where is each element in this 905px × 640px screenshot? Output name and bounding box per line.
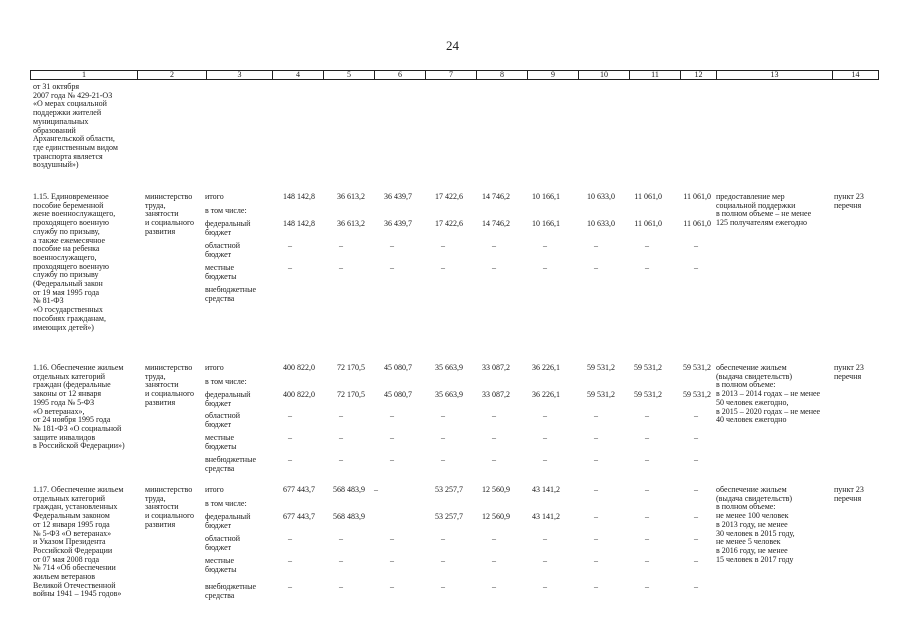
- funding-value: 11 061,0: [683, 219, 711, 228]
- funding-value: –: [594, 411, 598, 420]
- funding-value: 11 061,0: [634, 219, 662, 228]
- header-col-9: 9: [551, 70, 555, 79]
- funding-value: –: [492, 534, 496, 543]
- funding-value: –: [288, 455, 292, 464]
- funding-value: –: [543, 455, 547, 464]
- funding-label: внебюджетные средства: [205, 455, 256, 473]
- funding-value: –: [288, 241, 292, 250]
- funding-value: –: [594, 534, 598, 543]
- funding-value: 59 531,2: [587, 390, 615, 399]
- funding-value: –: [645, 433, 649, 442]
- funding-value: 11 061,0: [634, 192, 662, 201]
- page-number: 24: [446, 38, 459, 53]
- funding-value: –: [339, 582, 343, 591]
- funding-value: –: [594, 433, 598, 442]
- funding-value: –: [390, 534, 394, 543]
- funding-value: 35 663,9: [435, 390, 463, 399]
- funding-value: –: [390, 433, 394, 442]
- funding-value: –: [543, 582, 547, 591]
- funding-value: 148 142,8: [283, 219, 315, 228]
- funding-value: –: [441, 263, 445, 272]
- funding-value: –: [374, 485, 378, 494]
- funding-value: –: [594, 556, 598, 565]
- funding-value: 14 746,2: [482, 192, 510, 201]
- funding-value: 45 080,7: [384, 363, 412, 372]
- funding-value: –: [339, 455, 343, 464]
- funding-value: –: [339, 263, 343, 272]
- header-col-4: 4: [296, 70, 300, 79]
- funding-value: –: [288, 582, 292, 591]
- responsible-executor: министерство труда, занятости и социального развития: [145, 485, 195, 529]
- funding-value: 36 439,7: [384, 192, 412, 201]
- funding-value: –: [492, 556, 496, 565]
- measure-description: 1.16. Обеспечение жильем отдельных категорий граждан (федеральные законы от 12 января 1995 года № 5-ФЗ «О ветеранах», от 24 ноября 1995 года № 181-ФЗ «О социальной защите инвалидов в Российской Федерации»): [33, 363, 125, 451]
- funding-label: итого: [205, 192, 224, 201]
- funding-value: –: [645, 556, 649, 565]
- funding-label: местные бюджеты: [205, 433, 237, 451]
- funding-value: –: [694, 433, 698, 442]
- funding-value: 72 170,5: [337, 390, 365, 399]
- funding-value: –: [492, 411, 496, 420]
- basis-reference: пункт 23 перечня: [834, 192, 864, 210]
- funding-value: –: [543, 433, 547, 442]
- funding-value: 12 560,9: [482, 485, 510, 494]
- responsible-executor: министерство труда, занятости и социального развития: [145, 192, 195, 236]
- funding-value: –: [288, 534, 292, 543]
- funding-value: –: [645, 241, 649, 250]
- funding-value: –: [694, 582, 698, 591]
- funding-value: –: [492, 433, 496, 442]
- funding-value: –: [441, 582, 445, 591]
- funding-value: –: [694, 241, 698, 250]
- funding-value: –: [645, 263, 649, 272]
- basis-reference: пункт 23 перечня: [834, 363, 864, 381]
- funding-value: 14 746,2: [482, 219, 510, 228]
- funding-value: –: [288, 556, 292, 565]
- funding-value: –: [390, 582, 394, 591]
- funding-value: –: [339, 411, 343, 420]
- funding-value: 33 087,2: [482, 390, 510, 399]
- funding-value: –: [339, 534, 343, 543]
- funding-value: 36 226,1: [532, 363, 560, 372]
- expected-result: предоставление мер социальной поддержки в полном объеме – не менее 125 получателям ежегодно: [716, 192, 812, 228]
- funding-value: –: [694, 512, 698, 521]
- funding-value: –: [288, 433, 292, 442]
- funding-value: –: [390, 263, 394, 272]
- funding-label: федеральный бюджет: [205, 512, 251, 530]
- funding-value: –: [543, 263, 547, 272]
- funding-value: 36 613,2: [337, 219, 365, 228]
- funding-value: –: [390, 411, 394, 420]
- funding-label: местные бюджеты: [205, 263, 237, 281]
- header-col-12: 12: [694, 70, 703, 79]
- funding-value: 59 531,2: [587, 363, 615, 372]
- header-col-5: 5: [347, 70, 351, 79]
- header-col-11: 11: [651, 70, 659, 79]
- funding-value: 45 080,7: [384, 390, 412, 399]
- funding-value: –: [594, 582, 598, 591]
- funding-value: –: [492, 263, 496, 272]
- table-header-row: [30, 70, 879, 80]
- funding-value: –: [339, 433, 343, 442]
- funding-value: –: [441, 241, 445, 250]
- funding-value: –: [339, 556, 343, 565]
- funding-label: в том числе:: [205, 377, 247, 386]
- funding-value: –: [594, 263, 598, 272]
- funding-value: 677 443,7: [283, 485, 315, 494]
- funding-value: –: [390, 556, 394, 565]
- funding-value: –: [492, 455, 496, 464]
- funding-value: 677 443,7: [283, 512, 315, 521]
- funding-value: 35 663,9: [435, 363, 463, 372]
- funding-label: итого: [205, 363, 224, 372]
- funding-value: –: [441, 433, 445, 442]
- funding-value: 59 531,2: [683, 390, 711, 399]
- funding-value: 59 531,2: [634, 390, 662, 399]
- funding-value: 568 483,9: [333, 512, 365, 521]
- measure-description: 1.17. Обеспечение жильем отдельных категорий граждан, установленных Федеральным законом от 12 января 1995 года № 5-ФЗ «О ветеранах» и Указом Президента Российской Федерации от 07 мая 2008 года № 714 «Об обеспечении жильем ветеранов Великой Отечественной войны 1941 – 1945 годов»: [33, 485, 124, 599]
- funding-value: –: [441, 556, 445, 565]
- funding-value: 10 166,1: [532, 219, 560, 228]
- funding-label: областной бюджет: [205, 411, 241, 429]
- funding-value: 33 087,2: [482, 363, 510, 372]
- funding-value: 10 166,1: [532, 192, 560, 201]
- funding-value: –: [543, 241, 547, 250]
- funding-value: 568 483,9: [333, 485, 365, 494]
- funding-value: –: [645, 485, 649, 494]
- intro-text: от 31 октября 2007 года № 429-21-ОЗ «О мерах социальной поддержки жителей муниципальных образований Архангельской области, где единственным видом транспорта является воздушный»): [33, 82, 118, 170]
- funding-value: –: [594, 455, 598, 464]
- header-col-2: 2: [170, 70, 174, 79]
- responsible-executor: министерство труда, занятости и социального развития: [145, 363, 195, 407]
- funding-value: 17 422,6: [435, 192, 463, 201]
- funding-value: 10 633,0: [587, 219, 615, 228]
- header-col-1: 1: [82, 70, 86, 79]
- funding-value: 36 439,7: [384, 219, 412, 228]
- header-col-6: 6: [398, 70, 402, 79]
- funding-value: –: [288, 263, 292, 272]
- funding-value: –: [645, 512, 649, 521]
- funding-value: –: [645, 455, 649, 464]
- funding-value: 12 560,9: [482, 512, 510, 521]
- funding-value: –: [645, 534, 649, 543]
- funding-value: –: [339, 241, 343, 250]
- measure-description: 1.15. Единовременное пособие беременной жене военнослужащего, проходящего военную службу по призыву, а также ежемесячное пособие на ребенка военнослужащего, проходящего военную службу по призыву (Федеральный закон от 19 мая 1995 года № 81-ФЗ «О государственных пособиях гражданам, имеющих детей»): [33, 192, 116, 332]
- header-col-14: 14: [851, 70, 860, 79]
- expected-result: обеспечение жильем (выдача свидетельств) в полном объеме: не менее 100 человек в 2013 году, не менее 30 человек в 2015 году, не менее 5 человек в 2016 году, не менее 15 человек в 2017 году: [716, 485, 795, 564]
- funding-value: –: [288, 411, 292, 420]
- funding-value: 400 822,0: [283, 390, 315, 399]
- funding-value: 11 061,0: [683, 192, 711, 201]
- funding-value: –: [543, 411, 547, 420]
- header-col-13: 13: [770, 70, 779, 79]
- funding-label: областной бюджет: [205, 534, 241, 552]
- funding-value: –: [441, 455, 445, 464]
- expected-result: обеспечение жильем (выдача свидетельств) в полном объеме: в 2013 – 2014 годах – не менее 50 человек ежегодно, в 2015 – 2020 годах – не менее 40 человек ежегодно: [716, 363, 821, 425]
- funding-label: местные бюджеты: [205, 556, 237, 574]
- funding-value: –: [543, 534, 547, 543]
- funding-value: 53 257,7: [435, 485, 463, 494]
- funding-value: –: [594, 241, 598, 250]
- funding-value: –: [390, 241, 394, 250]
- funding-label: федеральный бюджет: [205, 390, 251, 408]
- funding-value: –: [645, 582, 649, 591]
- funding-value: 72 170,5: [337, 363, 365, 372]
- funding-value: 53 257,7: [435, 512, 463, 521]
- basis-reference: пункт 23 перечня: [834, 485, 864, 503]
- funding-label: внебюджетные средства: [205, 582, 256, 600]
- funding-value: –: [492, 241, 496, 250]
- funding-value: 148 142,8: [283, 192, 315, 201]
- funding-value: –: [694, 485, 698, 494]
- funding-value: 43 141,2: [532, 485, 560, 494]
- funding-value: –: [492, 582, 496, 591]
- funding-value: –: [594, 485, 598, 494]
- funding-label: областной бюджет: [205, 241, 241, 259]
- funding-value: –: [694, 556, 698, 565]
- header-col-7: 7: [449, 70, 453, 79]
- header-col-10: 10: [600, 70, 608, 79]
- header-col-3: 3: [237, 70, 242, 79]
- funding-value: 36 226,1: [532, 390, 560, 399]
- funding-value: 17 422,6: [435, 219, 463, 228]
- funding-value: 10 633,0: [587, 192, 615, 201]
- funding-value: –: [694, 534, 698, 543]
- funding-value: –: [594, 512, 598, 521]
- funding-value: –: [441, 534, 445, 543]
- funding-value: –: [694, 263, 698, 272]
- funding-label: итого: [205, 485, 224, 494]
- funding-value: –: [645, 411, 649, 420]
- funding-label: в том числе:: [205, 206, 247, 215]
- funding-value: 400 822,0: [283, 363, 315, 372]
- funding-value: 59 531,2: [634, 363, 662, 372]
- funding-value: –: [694, 411, 698, 420]
- funding-label: в том числе:: [205, 499, 247, 508]
- funding-label: внебюджетные средства: [205, 285, 256, 303]
- funding-value: –: [441, 411, 445, 420]
- funding-value: –: [390, 455, 394, 464]
- funding-label: федеральный бюджет: [205, 219, 251, 237]
- header-col-8: 8: [500, 70, 504, 79]
- funding-value: 59 531,2: [683, 363, 711, 372]
- funding-value: –: [543, 556, 547, 565]
- funding-value: 43 141,2: [532, 512, 560, 521]
- funding-value: –: [694, 455, 698, 464]
- funding-value: 36 613,2: [337, 192, 365, 201]
